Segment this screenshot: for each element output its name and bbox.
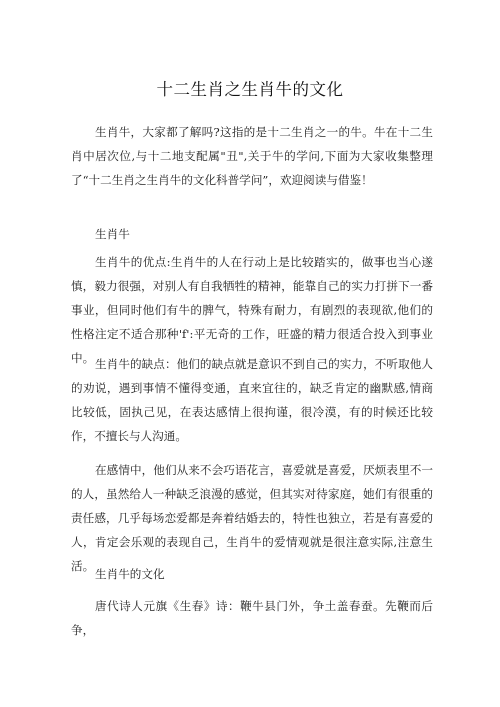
section-heading-shengxiao-niu: 生肖牛	[95, 227, 130, 241]
strengths-paragraph: 生肖牛的优点:生肖牛的人在行动上是比较踏实的，做事也当心遂慎，毅力很强，对别人有自我牺牲的精神，能靠自己的实力打拼下一番事业，但同时他们有牛的脾气，特殊有耐力，有剧烈的表现欲,他们的性格注定不适合那种'f':平无奇的工作，旺盛的精力很适合投入到事业中。	[71, 255, 433, 365]
section-heading-culture: 生肖牛的文化	[95, 567, 165, 581]
intro-paragraph: 生肖牛，大家都了解吗?这指的是十二生肖之一的牛。牛在十二生肖中居次位,与十二地支配属"丑",关于牛的学问,下面为大家收集整理了“十二生肖之生肖牛的文化科普学问”，欢迎阅读与借鉴！	[71, 125, 433, 187]
weaknesses-paragraph: 生肖牛的缺点：他们的缺点就是意识不到自己的实力，不听取他人的劝说，遇到事情不懂得变通，直来宜往的，缺乏肯定的幽默感,情商比较低，固执己见，在表达感情上很拘谨，很冷漠，有的时候还比较作，不擅长与人沟通。	[71, 357, 433, 443]
page-title: 十二生肖之生肖牛的文化	[156, 80, 344, 99]
poem-paragraph: 唐代诗人元旗《生春》诗：鞭牛县门外，争土盖春蚕。先鞭而后争，	[71, 599, 433, 637]
love-paragraph: 在感情中，他们从来不会巧语花言，喜爱就是喜爱，厌烦表里不一的人，虽然给人一种缺乏浪漫的感觉，但其实对待家庭，她们有很重的责任感，几乎每场恋爱都是奔着结婚去的，特性也独立，若是有喜爱的人，肯定会乐观的表现自己，生肖牛的爱情观就是很注意实际,注意生活。	[71, 463, 433, 573]
